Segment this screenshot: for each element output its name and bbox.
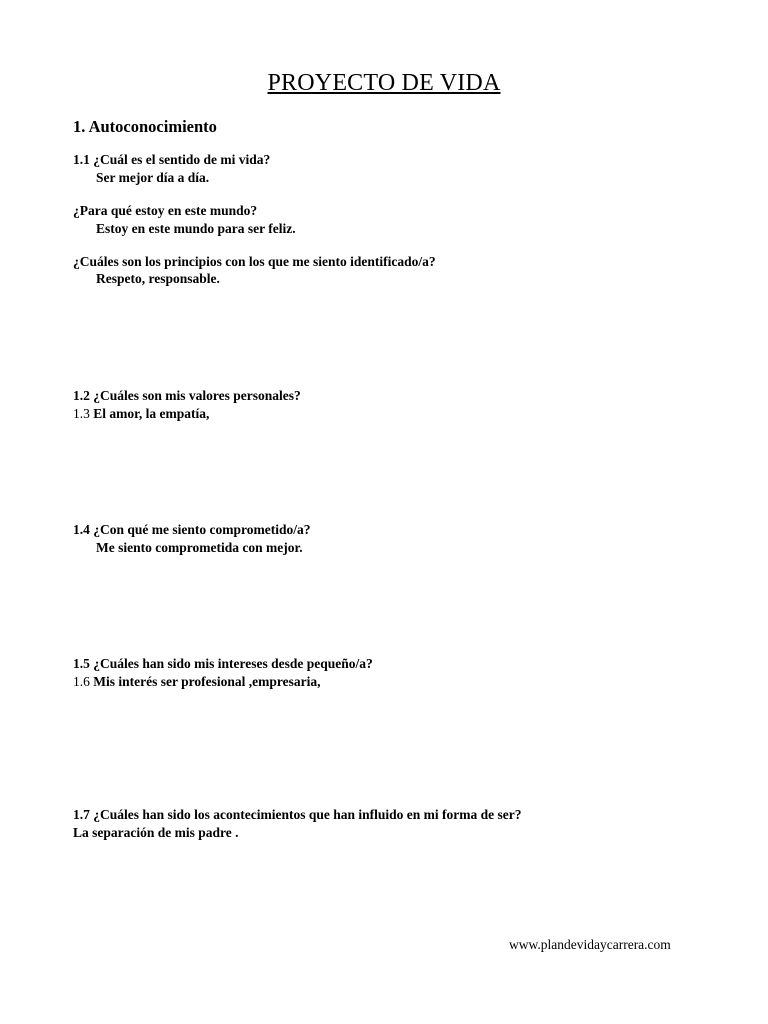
footer-website: www.plandevidaycarrera.com [509,937,671,952]
question-1-7: 1.7 ¿Cuáles han sido los acontecimientos que han influido en mi forma de ser? [73,807,522,822]
answer-1-4: Me siento comprometida con mejor. [96,540,303,555]
answer-purpose: Estoy en este mundo para ser feliz. [96,221,296,236]
question-1-1: 1.1 ¿Cuál es el sentido de mi vida? [73,152,271,167]
answer-principles: Respeto, responsable. [96,271,220,286]
question-1-5: 1.5 ¿Cuáles han sido mis intereses desde pequeño/a? [73,656,373,671]
document-title: PROYECTO DE VIDA [267,70,501,96]
answer-1-7: La separación de mis padre . [73,825,239,840]
answer-text: El amor, la empatía, [93,406,210,421]
answer-number: 1.6 [73,674,90,689]
question-1-4: 1.4 ¿Con qué me siento comprometido/a? [73,522,311,537]
section-heading: 1. Autoconocimiento [73,117,217,136]
answer-number: 1.3 [73,406,90,421]
answer-1-6 [73,673,320,691]
question-purpose: ¿Para qué estoy en este mundo? [73,203,258,218]
answer-text: Mis interés ser profesional ,empresaria, [93,674,321,689]
question-principles: ¿Cuáles son los principios con los que me siento identificado/a? [73,254,436,269]
answer-1-1: Ser mejor día a día. [96,170,210,185]
answer-1-3 [73,405,209,423]
question-1-2: 1.2 ¿Cuáles son mis valores personales? [73,388,301,403]
